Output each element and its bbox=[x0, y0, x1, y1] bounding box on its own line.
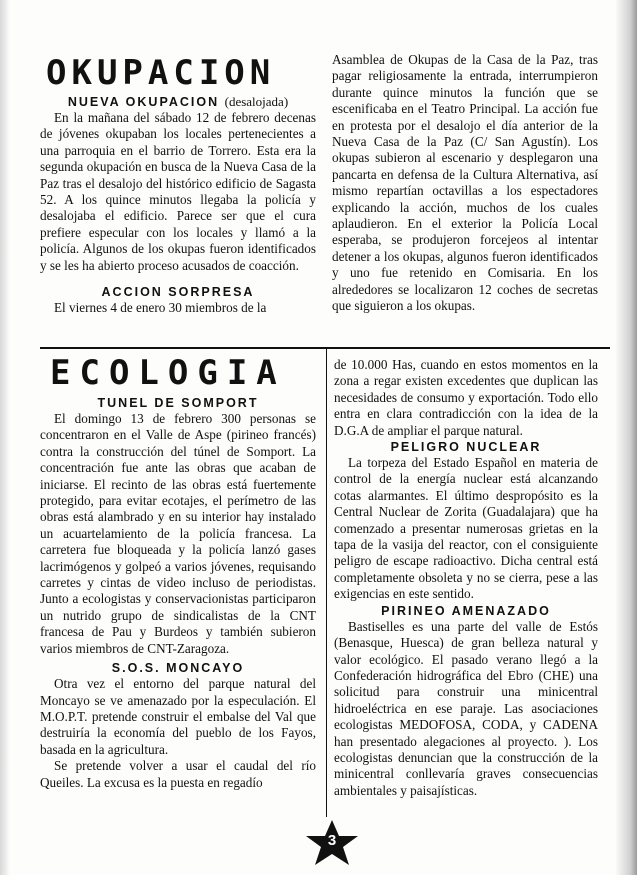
page-number: 3 bbox=[327, 832, 337, 849]
nueva-okupacion-heading bbox=[40, 94, 316, 110]
section-divider-vertical bbox=[326, 347, 327, 817]
page-shadow-left bbox=[0, 0, 10, 875]
peligro-nuclear-heading: PELIGRO NUCLEAR bbox=[390, 440, 542, 455]
pirineo-amenazado-heading: PIRINEO AMENAZADO bbox=[381, 603, 551, 618]
section-divider-horizontal bbox=[40, 347, 610, 349]
accion-sorpresa-text-cont: Asamblea de Okupas de la Casa de la Paz, tras pagar religiosamente la entrada, interrumpieron durante quince minutos la función que se escenificaba en el Teatro Principal. La acción fue en protesta por el desalojo el día anterior de la Nueva Casa de la Paz (C/ San Agustín). Los okupas subieron al escenario y desplegaron una pancarta en defensa de la Cultura Alternativa, así mismo repartían octavillas a los espectadores explicando la acción, muchos de los cuales aplaudieron. En el exterior la Policía Local esperaba, se produjeron forcejeos al intentar detener a los okupas, algunos fueron identificados y uno fue retenido en Comisaria. En los alrededores se localizaron 12 coches de secretas que siguieron a los okupas. bbox=[332, 52, 598, 314]
ecologia-right-column bbox=[334, 357, 598, 799]
tunel-somport-text: El domingo 13 de febrero 300 personas se concentraron en el Valle de Aspe (pirineo francés) contra la construcción del túnel de Somport. La concentración fue ante las obras que acaban de iniciarse. El recinto de las obras está fuertemente protegido, para evitar ecotajes, el perímetro de las obras está alambrado y en su interior hay instalado un acuartelamiento de la policía francesa. La carretera fue bloqueada y la policía lanzó gases lacrimógenos y golpeó a varios jóvenes, requisando carretes y cintas de video incluso de periodistas. Junto a ecologistas y conservacionistas participaron un nutrido grupo de sindicalistas de la CNT francesa de Pau y Burdeos y también subieron varios miembros de CNT-Zaragoza. bbox=[40, 411, 316, 656]
nueva-okupacion-subheading: (desalojada) bbox=[224, 94, 289, 109]
ecologia-left-column bbox=[40, 353, 316, 791]
sos-moncayo-text-cont: de 10.000 Has, cuando en estos momentos en la zona a regar existen excedentes que duplican las necesidades de consumo y exportación. Todo ello entra en clara contradicción con la idea de la D.G.A de ampliar el parque natural. bbox=[334, 357, 598, 438]
ecologia-title: ECOLOGIA bbox=[50, 353, 286, 393]
nueva-okupacion-heading-text: NUEVA OKUPACION bbox=[67, 95, 220, 109]
sos-moncayo-text-1: Otra vez el entorno del parque natural del Moncayo se ve amenazado por la especulación. El M.O.P.T. pretende construir el embalse del Val que destruiría la economía del pueblo de los Fayos, basada en la agricultura. bbox=[40, 676, 316, 757]
okupacion-title: OKUPACION bbox=[46, 53, 276, 93]
sos-moncayo-heading: S.O.S. MONCAYO bbox=[111, 661, 245, 676]
pirineo-amenazado-text: Bastiselles es una parte del valle de Estós (Benasque, Huesca) de gran belleza natural y valor ecológico. El pasado verano llegó a la Confederación hidrográfica del Ebro (CHE) una solicitud para construir una minicentral hidroeléctrica en ese paraje. Las asociaciones ecologistas MEDOFOSA, CODA, y CADENA han presentado alegaciones al proyecto. ). Los ecologistas denuncian que la construcción de la minicentral conllevaría graves consecuencias ambientales y paisajísticas. bbox=[334, 618, 598, 798]
tunel-somport-heading: TUNEL DE SOMPORT bbox=[97, 396, 259, 410]
page-number-badge bbox=[302, 818, 362, 868]
okupacion-right-column bbox=[332, 52, 598, 315]
peligro-nuclear-text: La torpeza del Estado Español en materia de control de la energía nuclear está alcanzando cotas alarmantes. El último despropósito es la Central Nuclear de Zorita (Guadalajara) que ha comenzado a presentar numerosas grietas en la tapa de la vasija del reactor, con el consiguiente peligro de escape radioactivo. Dicha central está completamente obsoleta y no se cierra, pese a las exigencias en este sentido. bbox=[334, 455, 598, 602]
page-shadow-right bbox=[615, 0, 637, 875]
accion-sorpresa-heading: ACCION SORPRESA bbox=[101, 285, 255, 300]
nueva-okupacion-text: En la mañana del sábado 12 de febrero decenas de jóvenes okupaban los locales pertenecientes a una parroquia en el barrio de Torrero. Esta era la segunda okupación en busca de la Nueva Casa de la Paz tras el desalojo del histórico edificio de Sagasta 52. A los quince minutos llegaba la policía y desalojaba el edificio. Parece ser que el cura prefiere especular con los locales y llamó a la policía. Algunos de los okupas fueron identificados y se les ha abierto proceso acusados de coacción. bbox=[40, 110, 316, 273]
sos-moncayo-text-2: Se pretende volver a usar el caudal del río Queiles. La excusa es la puesta en regadío bbox=[40, 758, 316, 790]
okupacion-left-column bbox=[40, 53, 316, 316]
accion-sorpresa-text-start: El viernes 4 de enero 30 miembros de la bbox=[54, 300, 267, 316]
